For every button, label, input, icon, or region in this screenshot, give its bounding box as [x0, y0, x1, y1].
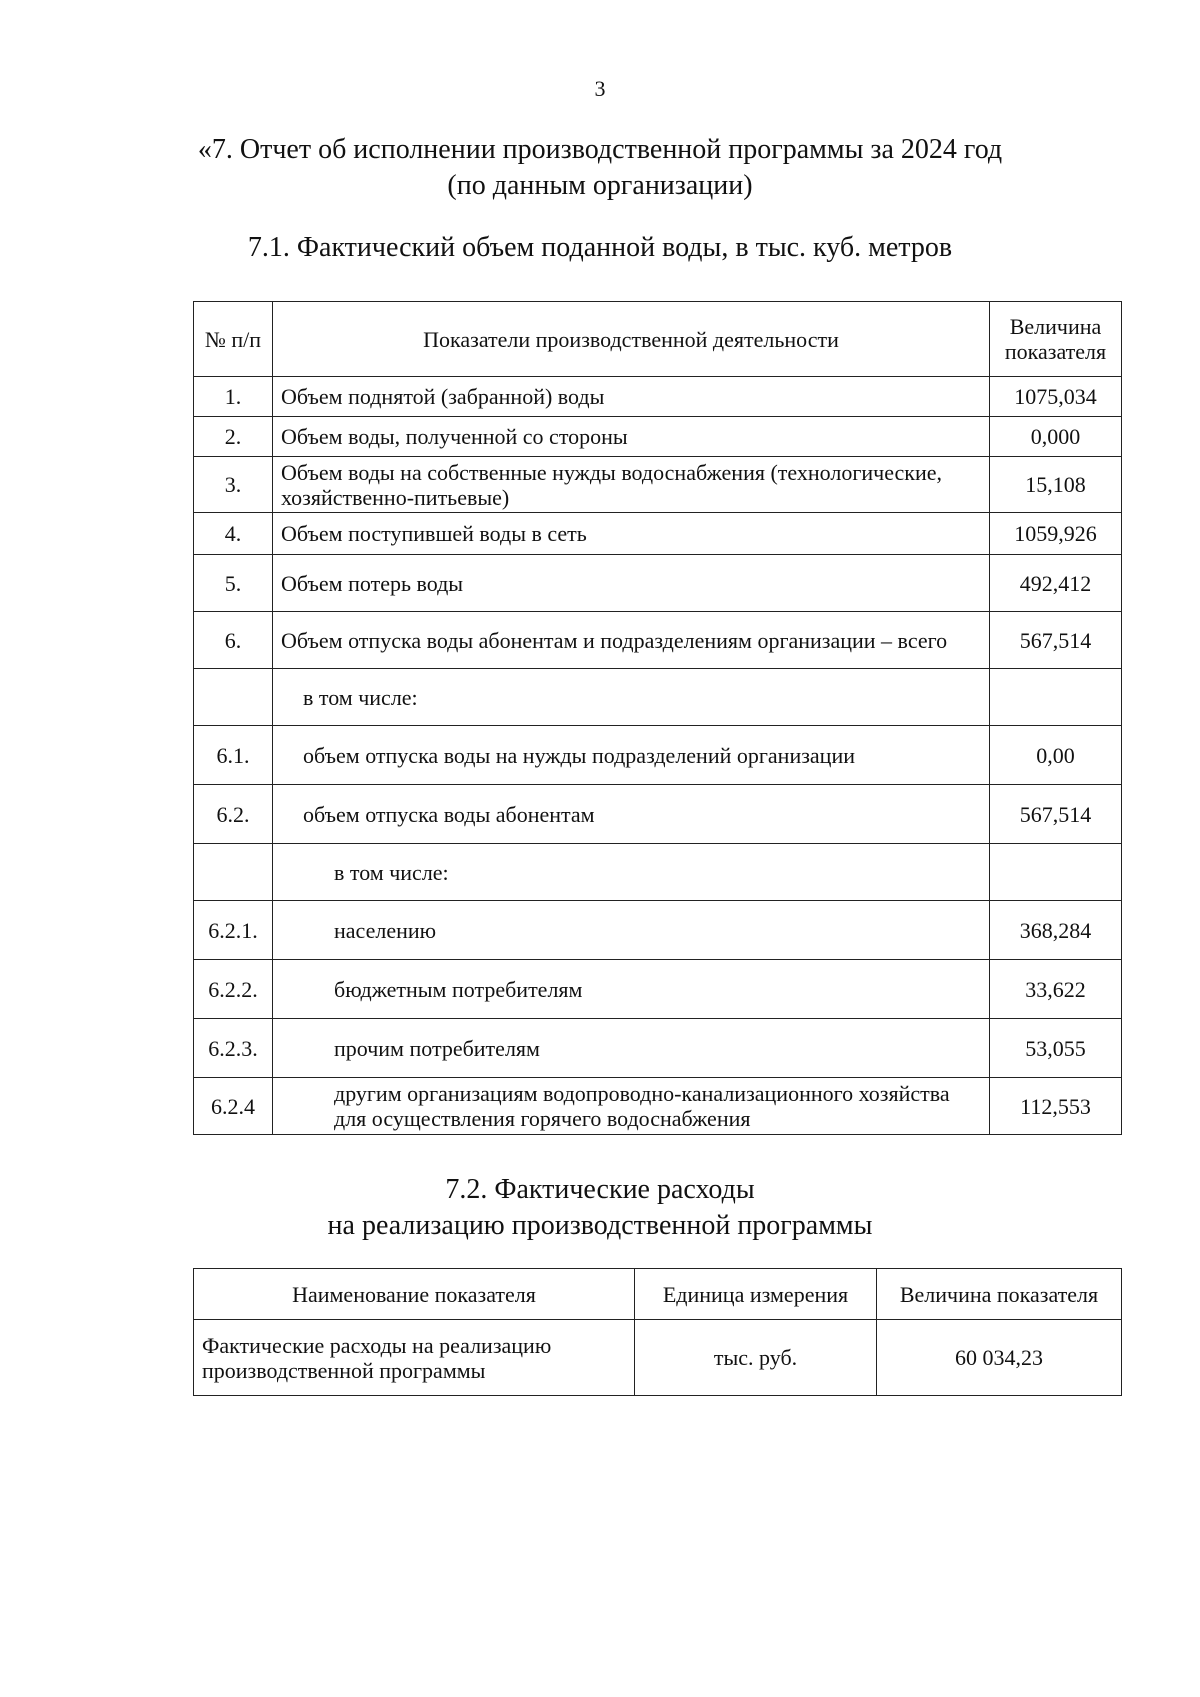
row-num [194, 844, 273, 901]
row-num: 6.1. [194, 726, 273, 785]
row-value: 0,000 [990, 417, 1122, 457]
header-value: Величина показателя [990, 302, 1122, 377]
row-num [194, 669, 273, 726]
row-name: Объем воды на собственные нужды водоснабжения (технологические, хозяйственно-питьевые) [273, 457, 990, 513]
table-row [194, 960, 1122, 1019]
row-num: 6.2. [194, 785, 273, 844]
table-row [194, 555, 1122, 612]
table-row [194, 669, 1122, 726]
row-value: 60 034,23 [877, 1320, 1122, 1396]
row-name: населению [273, 901, 990, 960]
row-num: 5. [194, 555, 273, 612]
section-2-title-line-2: на реализацию производственной программы [327, 1210, 873, 1241]
row-name: прочим потребителям [273, 1019, 990, 1078]
row-value [990, 669, 1122, 726]
header-value: Величина показателя [877, 1269, 1122, 1320]
row-name: Фактические расходы на реализацию производственной программы [194, 1320, 635, 1396]
row-name: объем отпуска воды абонентам [273, 785, 990, 844]
document-heading [0, 132, 1200, 204]
row-num: 1. [194, 377, 273, 417]
row-value: 567,514 [990, 785, 1122, 844]
row-value: 492,412 [990, 555, 1122, 612]
heading-line-2: (по данным организации) [447, 170, 753, 201]
row-name: объем отпуска воды на нужды подразделений организации [273, 726, 990, 785]
row-value: 368,284 [990, 901, 1122, 960]
row-num: 4. [194, 513, 273, 555]
row-num: 6. [194, 612, 273, 669]
row-value: 33,622 [990, 960, 1122, 1019]
table-row [194, 1019, 1122, 1078]
row-name: Объем воды, полученной со стороны [273, 417, 990, 457]
water-volume-table [193, 301, 1122, 1135]
table-row [194, 457, 1122, 513]
table-row [194, 1320, 1122, 1396]
table-row [194, 901, 1122, 960]
table-header-row [194, 1269, 1122, 1320]
page-number: 3 [594, 76, 606, 101]
row-name: Объем поднятой (забранной) воды [273, 377, 990, 417]
row-value: 1075,034 [990, 377, 1122, 417]
row-num: 6.2.4 [194, 1078, 273, 1135]
row-num: 6.2.1. [194, 901, 273, 960]
row-value [990, 844, 1122, 901]
row-value: 15,108 [990, 457, 1122, 513]
row-value: 567,514 [990, 612, 1122, 669]
row-name: в том числе: [273, 844, 990, 901]
row-name: Объем поступившей воды в сеть [273, 513, 990, 555]
row-name: Объем потерь воды [273, 555, 990, 612]
row-name: Объем отпуска воды абонентам и подразделениям организации – всего [273, 612, 990, 669]
row-name: бюджетным потребителям [273, 960, 990, 1019]
table-row [194, 513, 1122, 555]
row-num: 6.2.3. [194, 1019, 273, 1078]
row-name: другим организациям водопроводно-канализационного хозяйства для осуществления горячего водоснабжения [273, 1078, 990, 1135]
header-name: Показатели производственной деятельности [273, 302, 990, 377]
row-name: в том числе: [273, 669, 990, 726]
row-num: 3. [194, 457, 273, 513]
expenses-table [193, 1268, 1122, 1396]
table-row [194, 612, 1122, 669]
row-value: 0,00 [990, 726, 1122, 785]
table-row [194, 785, 1122, 844]
row-num: 2. [194, 417, 273, 457]
row-num: 6.2.2. [194, 960, 273, 1019]
header-num: № п/п [194, 302, 273, 377]
table-header-row [194, 302, 1122, 377]
heading-line-1: «7. Отчет об исполнении производственной программы за 2024 год [197, 134, 1003, 165]
table-row [194, 417, 1122, 457]
row-unit: тыс. руб. [635, 1320, 877, 1396]
table-row [194, 1078, 1122, 1135]
header-name: Наименование показателя [194, 1269, 635, 1320]
section-2-title [0, 1172, 1200, 1244]
table-row [194, 726, 1122, 785]
header-unit: Единица измерения [635, 1269, 877, 1320]
section-1-title: 7.1. Фактический объем поданной воды, в тыс. куб. метров [247, 232, 953, 263]
table-row [194, 377, 1122, 417]
table-row [194, 844, 1122, 901]
row-value: 1059,926 [990, 513, 1122, 555]
section-2-title-line-1: 7.2. Фактические расходы [445, 1174, 755, 1205]
row-value: 112,553 [990, 1078, 1122, 1135]
row-value: 53,055 [990, 1019, 1122, 1078]
